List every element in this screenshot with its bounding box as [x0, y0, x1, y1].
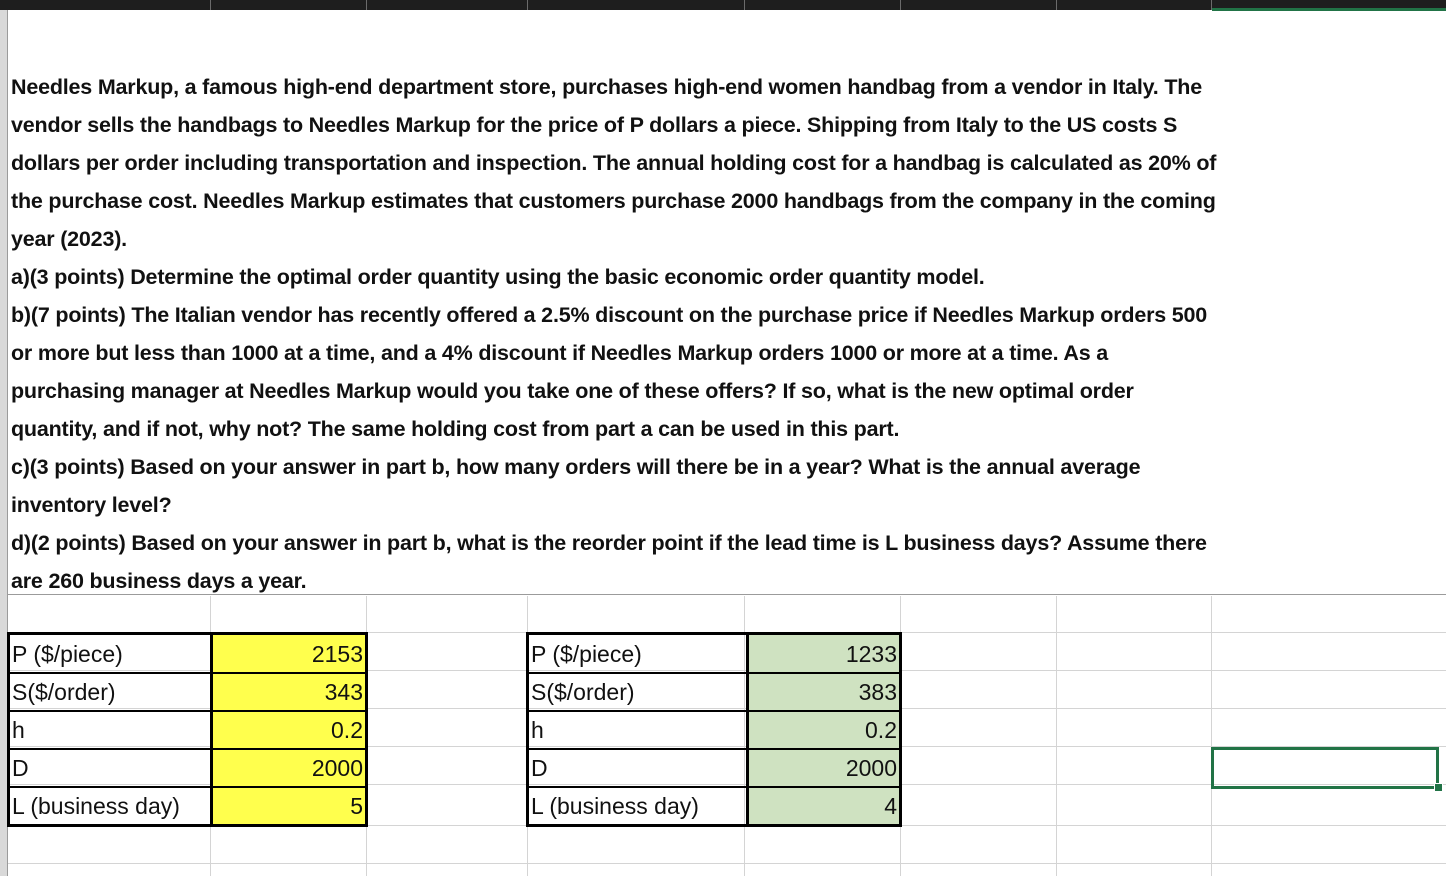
param-value-d[interactable]: 2000 — [311, 755, 363, 781]
problem-line: Needles Markup, a famous high-end department store, purchases high-end women handbag from a vendor in Italy. The — [11, 75, 1202, 99]
fill-handle[interactable] — [1434, 783, 1443, 792]
column-separator — [1056, 0, 1057, 10]
problem-line-part-c: c)(3 points) Based on your answer in part b, how many orders will there be in a year? What is the annual average — [11, 455, 1141, 479]
param-label-s[interactable]: S($/order) — [12, 679, 116, 705]
grid-line — [1211, 596, 1212, 876]
param-label-h[interactable]: h — [12, 717, 25, 743]
param-label-d[interactable]: D — [12, 755, 29, 781]
param-label-s[interactable]: S($/order) — [531, 679, 635, 705]
problem-line: the purchase cost. Needles Markup estimates that customers purchase 2000 handbags from the company in the coming — [11, 189, 1216, 213]
column-separator — [900, 0, 901, 10]
parameter-table-2 — [526, 632, 902, 827]
problem-line-part-b: b)(7 points) The Italian vendor has recently offered a 2.5% discount on the purchase price if Needles Markup orders 500 — [11, 303, 1208, 327]
column-separator — [527, 0, 528, 10]
problem-line: are 260 business days a year. — [11, 569, 307, 593]
problem-line: year (2023). — [11, 227, 127, 251]
problem-line: purchasing manager at Needles Markup would you take one of these offers? If so, what is the new optimal order — [11, 379, 1134, 403]
param-value-l[interactable]: 4 — [884, 793, 897, 819]
param-label-p[interactable]: P ($/piece) — [12, 641, 123, 667]
param-label-h[interactable]: h — [531, 717, 544, 743]
param-value-h[interactable]: 0.2 — [865, 717, 897, 743]
selected-column-indicator — [1212, 8, 1446, 11]
problem-line: dollars per order including transportation and inspection. The annual holding cost for a handbag is calculated as 20% of — [11, 151, 1217, 175]
param-value-l[interactable]: 5 — [350, 793, 363, 819]
column-separator — [744, 0, 745, 10]
param-value-s[interactable]: 343 — [324, 679, 363, 705]
param-value-s[interactable]: 383 — [858, 679, 897, 705]
param-label-p[interactable]: P ($/piece) — [531, 641, 642, 667]
column-separator — [210, 0, 211, 10]
param-label-l[interactable]: L (business day) — [12, 793, 180, 819]
param-value-p[interactable]: 2153 — [311, 641, 363, 667]
param-label-l[interactable]: L (business day) — [531, 793, 699, 819]
param-value-d[interactable]: 2000 — [845, 755, 897, 781]
problem-line: or more but less than 1000 at a time, and a 4% discount if Needles Markup orders 1000 or more at a time. As a — [11, 341, 1108, 365]
active-cell-selection[interactable] — [1211, 747, 1439, 789]
problem-line-part-d: d)(2 points) Based on your answer in part b, what is the reorder point if the lead time is L business days? Assume there — [11, 531, 1207, 555]
grid-line — [1056, 596, 1057, 876]
problem-line: quantity, and if not, why not? The same holding cost from part a can be used in this part. — [11, 417, 900, 441]
problem-line: inventory level? — [11, 493, 172, 517]
parameter-table-1 — [7, 632, 368, 827]
param-value-h[interactable]: 0.2 — [331, 717, 363, 743]
problem-line: vendor sells the handbags to Needles Markup for the price of P dollars a piece. Shipping from Italy to the US costs S — [11, 113, 1178, 137]
column-header-strip — [0, 0, 1446, 10]
param-value-p[interactable]: 1233 — [845, 641, 897, 667]
problem-statement-cell[interactable] — [11, 68, 1441, 600]
problem-line-part-a: a)(3 points) Determine the optimal order quantity using the basic economic order quantity model. — [11, 265, 985, 289]
param-label-d[interactable]: D — [531, 755, 548, 781]
grid-line — [8, 863, 1446, 864]
column-separator — [366, 0, 367, 10]
